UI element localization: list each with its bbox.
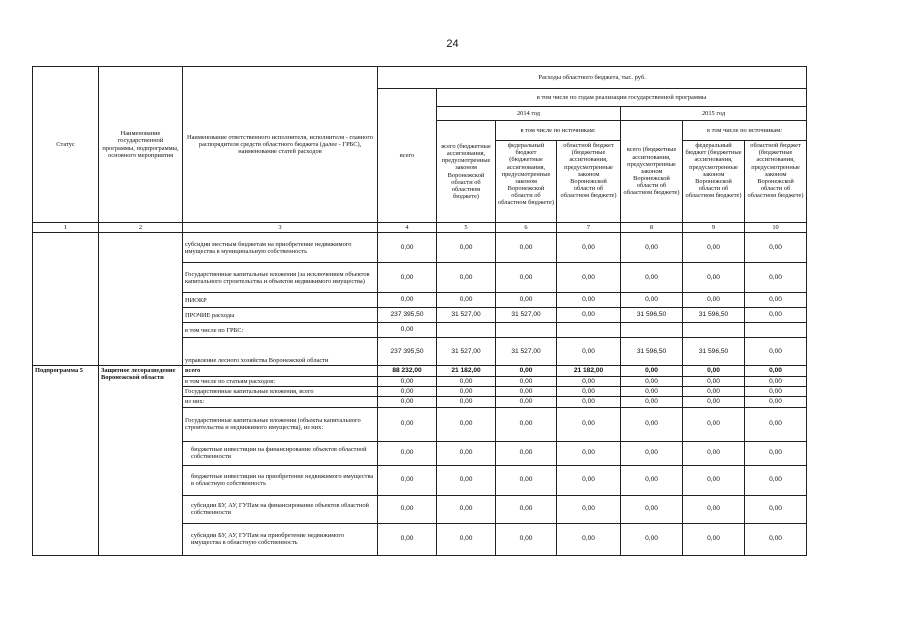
cell-value: 0,00 bbox=[621, 465, 683, 495]
cell-value: 0,00 bbox=[437, 441, 496, 465]
cell-value: 0,00 bbox=[378, 386, 437, 396]
cell-value: 0,00 bbox=[557, 338, 621, 366]
row-label: из них: bbox=[183, 397, 378, 407]
cell-value: 0,00 bbox=[745, 397, 807, 407]
cell-value: 0,00 bbox=[745, 523, 807, 555]
row-label: бюджетные инвестиции на финансирование объектов областной собственности bbox=[183, 441, 378, 465]
cell-value: 0,00 bbox=[557, 376, 621, 386]
cell-value: 0,00 bbox=[557, 386, 621, 396]
cell-value: 0,00 bbox=[437, 407, 496, 441]
cell-value: 0,00 bbox=[745, 263, 807, 293]
cell-value: 237 395,50 bbox=[378, 338, 437, 366]
header-sources-2014: в том числе по источникам: bbox=[496, 121, 621, 141]
table-row bbox=[33, 366, 807, 376]
header-federal-2015: федеральный бюджет (бюджетные ассигнования, предусмотренные законом Воронежской области об областном бюджете) bbox=[683, 141, 745, 223]
col-number: 1 bbox=[33, 223, 99, 233]
subprogram-name: Защитное лесоразведение Воронежской области bbox=[99, 366, 183, 556]
cell-value: 31 596,50 bbox=[683, 338, 745, 366]
program-cell-empty bbox=[99, 233, 183, 366]
header-expenses: Расходы областного бюджета, тыс. руб. bbox=[378, 67, 807, 89]
cell-value: 0,00 bbox=[437, 523, 496, 555]
col-number: 2 bbox=[99, 223, 183, 233]
cell-value: 0,00 bbox=[621, 386, 683, 396]
cell-value: 0,00 bbox=[621, 293, 683, 308]
col-number: 4 bbox=[378, 223, 437, 233]
cell-value bbox=[621, 323, 683, 338]
col-number: 6 bbox=[496, 223, 557, 233]
cell-value: 0,00 bbox=[378, 523, 437, 555]
cell-value: 0,00 bbox=[683, 376, 745, 386]
cell-value: 0,00 bbox=[557, 263, 621, 293]
cell-value: 237 395,50 bbox=[378, 308, 437, 323]
header-status: Статус bbox=[33, 67, 99, 223]
cell-value: 0,00 bbox=[683, 293, 745, 308]
header-sources-2015: в том числе по источникам: bbox=[683, 121, 807, 141]
cell-value: 0,00 bbox=[378, 397, 437, 407]
cell-value: 31 596,50 bbox=[621, 308, 683, 323]
cell-value: 0,00 bbox=[496, 263, 557, 293]
cell-value: 0,00 bbox=[557, 293, 621, 308]
cell-value: 0,00 bbox=[745, 366, 807, 376]
cell-value: 0,00 bbox=[378, 263, 437, 293]
cell-value: 0,00 bbox=[683, 397, 745, 407]
cell-value: 0,00 bbox=[437, 376, 496, 386]
cell-value: 0,00 bbox=[621, 366, 683, 376]
cell-value: 0,00 bbox=[683, 495, 745, 523]
cell-value: 0,00 bbox=[496, 523, 557, 555]
cell-value: 0,00 bbox=[496, 407, 557, 441]
cell-value: 0,00 bbox=[745, 465, 807, 495]
cell-value: 0,00 bbox=[557, 441, 621, 465]
col-number: 5 bbox=[437, 223, 496, 233]
row-label: в том числе по ГРБС: bbox=[183, 323, 378, 338]
cell-value: 0,00 bbox=[437, 293, 496, 308]
cell-value: 31 527,00 bbox=[496, 308, 557, 323]
cell-value: 0,00 bbox=[621, 233, 683, 263]
row-label: ПРОЧИЕ расходы bbox=[183, 308, 378, 323]
cell-value: 88 232,00 bbox=[378, 366, 437, 376]
cell-value: 0,00 bbox=[745, 338, 807, 366]
cell-value: 0,00 bbox=[683, 366, 745, 376]
cell-value: 0,00 bbox=[378, 495, 437, 523]
cell-value: 0,00 bbox=[621, 495, 683, 523]
cell-value: 0,00 bbox=[745, 386, 807, 396]
cell-value bbox=[437, 323, 496, 338]
header-total: всего bbox=[378, 89, 437, 223]
header-total-2014: всего (бюджетные ассигнования, предусмотренные законом Воронежской области об областном бюджете) bbox=[437, 121, 496, 223]
cell-value: 0,00 bbox=[496, 233, 557, 263]
cell-value: 31 527,00 bbox=[437, 338, 496, 366]
cell-value: 0,00 bbox=[496, 465, 557, 495]
cell-value: 0,00 bbox=[378, 376, 437, 386]
cell-value: 0,00 bbox=[496, 495, 557, 523]
cell-value: 0,00 bbox=[683, 386, 745, 396]
cell-value: 0,00 bbox=[496, 376, 557, 386]
budget-table bbox=[32, 66, 807, 556]
cell-value: 31 596,50 bbox=[683, 308, 745, 323]
cell-value: 0,00 bbox=[437, 495, 496, 523]
header-regional-2015: областной бюджет (бюджетные ассигнования, предусмотренные законом Воронежской области об областном бюджете) bbox=[745, 141, 807, 223]
col-number: 3 bbox=[183, 223, 378, 233]
header-by-years: в том числе по годам реализации государственной программы bbox=[437, 89, 807, 107]
col-number: 8 bbox=[621, 223, 683, 233]
header-executor: Наименование ответственного исполнителя, исполнителя - главного распорядителя средств областного бюджета (далее - ГРБС), наименование статей расходов bbox=[183, 67, 378, 223]
cell-value bbox=[557, 323, 621, 338]
status-cell-empty bbox=[33, 233, 99, 366]
cell-value: 0,00 bbox=[557, 523, 621, 555]
page-number: 24 bbox=[446, 38, 459, 50]
header-program: Наименование государственной программы, подпрограммы, основного мероприятия bbox=[99, 67, 183, 223]
row-label: всего bbox=[183, 366, 378, 376]
cell-value: 0,00 bbox=[683, 465, 745, 495]
row-label: Государственные капитальные вложения (за исключением объектов капитального строительства и объектов недвижимого имущества) bbox=[183, 263, 378, 293]
cell-value: 0,00 bbox=[378, 233, 437, 263]
cell-value: 0,00 bbox=[745, 407, 807, 441]
cell-value: 31 596,50 bbox=[621, 338, 683, 366]
table-row bbox=[33, 233, 807, 263]
cell-value: 0,00 bbox=[496, 441, 557, 465]
header-federal-2014: федеральный бюджет (бюджетные ассигнования, предусмотренные законом Воронежской области об областном бюджете) bbox=[496, 141, 557, 223]
cell-value: 0,00 bbox=[496, 366, 557, 376]
cell-value: 0,00 bbox=[745, 293, 807, 308]
cell-value: 0,00 bbox=[378, 293, 437, 308]
cell-value: 0,00 bbox=[437, 263, 496, 293]
cell-value: 0,00 bbox=[621, 397, 683, 407]
cell-value: 0,00 bbox=[745, 376, 807, 386]
cell-value: 0,00 bbox=[496, 293, 557, 308]
row-label: в том числе по статьям расходов: bbox=[183, 376, 378, 386]
cell-value: 0,00 bbox=[683, 441, 745, 465]
row-label: субсидии местным бюджетам на приобретение недвижимого имущества в муниципальную собственность bbox=[183, 233, 378, 263]
row-label: управление лесного хозяйства Воронежской области bbox=[183, 338, 378, 366]
cell-value: 31 527,00 bbox=[437, 308, 496, 323]
cell-value: 0,00 bbox=[378, 323, 437, 338]
cell-value: 0,00 bbox=[557, 233, 621, 263]
row-label: Государственные капитальные вложения (объекты капитального строительства и недвижимого имущества), из них: bbox=[183, 407, 378, 441]
cell-value: 0,00 bbox=[437, 386, 496, 396]
cell-value: 0,00 bbox=[683, 407, 745, 441]
cell-value: 0,00 bbox=[557, 465, 621, 495]
cell-value: 0,00 bbox=[496, 397, 557, 407]
cell-value: 0,00 bbox=[557, 407, 621, 441]
cell-value: 21 182,00 bbox=[557, 366, 621, 376]
header-year-2015: 2015 год bbox=[621, 107, 807, 121]
cell-value bbox=[683, 323, 745, 338]
cell-value: 0,00 bbox=[683, 263, 745, 293]
cell-value: 31 527,00 bbox=[496, 338, 557, 366]
cell-value: 0,00 bbox=[437, 233, 496, 263]
cell-value: 0,00 bbox=[557, 397, 621, 407]
cell-value: 0,00 bbox=[621, 441, 683, 465]
cell-value: 0,00 bbox=[683, 523, 745, 555]
cell-value: 21 182,00 bbox=[437, 366, 496, 376]
cell-value: 0,00 bbox=[437, 465, 496, 495]
header-total-2015: всего (бюджетные ассигнования, предусмотренные законом Воронежской области об областном бюджете) bbox=[621, 121, 683, 223]
cell-value: 0,00 bbox=[621, 376, 683, 386]
cell-value: 0,00 bbox=[437, 397, 496, 407]
row-label: субсидии БУ, АУ, ГУПам на приобретение недвижимого имущества в областную собственность bbox=[183, 523, 378, 555]
cell-value: 0,00 bbox=[621, 263, 683, 293]
cell-value: 0,00 bbox=[745, 495, 807, 523]
header-year-2014: 2014 год bbox=[437, 107, 621, 121]
col-number: 7 bbox=[557, 223, 621, 233]
cell-value: 0,00 bbox=[621, 523, 683, 555]
cell-value: 0,00 bbox=[745, 441, 807, 465]
row-label: субсидии БУ, АУ, ГУПам на финансирование объектов областной собственности bbox=[183, 495, 378, 523]
col-number: 9 bbox=[683, 223, 745, 233]
cell-value: 0,00 bbox=[683, 233, 745, 263]
cell-value bbox=[745, 323, 807, 338]
cell-value: 0,00 bbox=[745, 308, 807, 323]
col-number: 10 bbox=[745, 223, 807, 233]
cell-value: 0,00 bbox=[378, 441, 437, 465]
cell-value bbox=[496, 323, 557, 338]
cell-value: 0,00 bbox=[378, 465, 437, 495]
cell-value: 0,00 bbox=[557, 308, 621, 323]
column-numbers-row bbox=[33, 223, 807, 233]
subprogram-status: Подпрограмма 5 bbox=[33, 366, 99, 556]
cell-value: 0,00 bbox=[745, 233, 807, 263]
cell-value: 0,00 bbox=[496, 386, 557, 396]
header-regional-2014: областной бюджет (бюджетные ассигнования, предусмотренные законом Воронежской области об областном бюджете) bbox=[557, 141, 621, 223]
row-label: НИОКР bbox=[183, 293, 378, 308]
cell-value: 0,00 bbox=[378, 407, 437, 441]
row-label: бюджетные инвестиции на приобретение недвижимого имущества в областную собственность bbox=[183, 465, 378, 495]
cell-value: 0,00 bbox=[621, 407, 683, 441]
row-label: Государственные капитальные вложения, всего bbox=[183, 386, 378, 396]
cell-value: 0,00 bbox=[557, 495, 621, 523]
